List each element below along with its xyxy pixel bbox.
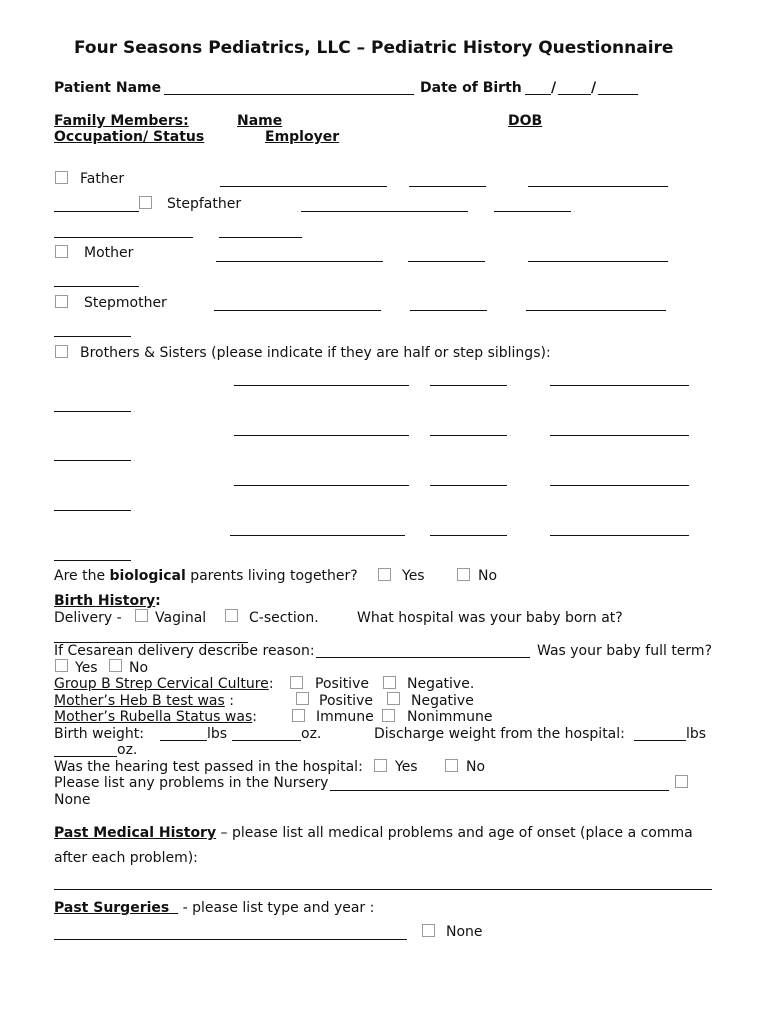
stepfather-name-input[interactable] xyxy=(301,195,468,212)
surgeries-none-checkbox[interactable] xyxy=(422,924,435,937)
gbs-positive-checkbox[interactable] xyxy=(290,676,303,689)
full-term-yes-label: Yes xyxy=(75,660,98,676)
past-surgeries-input[interactable] xyxy=(54,923,407,940)
mother-checkbox[interactable] xyxy=(55,245,68,258)
full-term-yes-checkbox[interactable] xyxy=(55,659,68,672)
dob-year-input[interactable] xyxy=(598,78,638,95)
cesarean-reason-input[interactable] xyxy=(316,641,530,658)
occupation-status-header: Occupation/ Status xyxy=(54,129,205,145)
sibling-dob-input[interactable] xyxy=(550,369,689,386)
dob-column-header: DOB xyxy=(508,113,543,129)
stepfather-label: Stepfather xyxy=(167,196,242,212)
stepfather-occupation-input[interactable] xyxy=(219,221,302,238)
patient-name-input[interactable] xyxy=(164,78,414,95)
stepmother-name-input[interactable] xyxy=(214,294,381,311)
hearing-yes-label: Yes xyxy=(395,759,418,775)
biological-yes-checkbox[interactable] xyxy=(378,568,391,581)
surgeries-none-label: None xyxy=(446,924,483,940)
stepmother-label: Stepmother xyxy=(84,295,167,311)
rubella-nonimmune-label: Nonimmune xyxy=(407,709,493,725)
mother-label: Mother xyxy=(84,245,134,261)
employer-column-header: Employer xyxy=(265,129,340,145)
sibling-employer-input[interactable] xyxy=(430,519,507,536)
vaginal-checkbox[interactable] xyxy=(135,609,148,622)
father-name-input[interactable] xyxy=(220,170,387,187)
dob-day-input[interactable] xyxy=(558,78,591,95)
siblings-checkbox[interactable] xyxy=(55,345,68,358)
biological-no-label: No xyxy=(478,568,498,584)
sibling-employer-input[interactable] xyxy=(430,419,507,436)
birth-weight-oz-unit: oz. xyxy=(301,726,322,742)
sibling-occupation-input[interactable] xyxy=(54,395,131,412)
vaginal-label: Vaginal xyxy=(155,610,207,626)
sibling-employer-input[interactable] xyxy=(430,369,507,386)
rubella-immune-checkbox[interactable] xyxy=(292,709,305,722)
rubella-immune-label: Immune xyxy=(316,709,374,725)
sibling-name-input[interactable] xyxy=(230,519,405,536)
sibling-dob-input[interactable] xyxy=(550,469,689,486)
hearing-no-checkbox[interactable] xyxy=(445,759,458,772)
sibling-name-input[interactable] xyxy=(234,419,409,436)
page-title: Four Seasons Pediatrics, LLC – Pediatric History Questionnaire xyxy=(74,38,674,58)
rubella-nonimmune-checkbox[interactable] xyxy=(382,709,395,722)
stepmother-checkbox[interactable] xyxy=(55,295,68,308)
dob-month-input[interactable] xyxy=(525,78,551,95)
biological-parents-question: Are the biological parents living together? xyxy=(54,568,358,584)
siblings-label: Brothers & Sisters (please indicate if they are half or step siblings): xyxy=(80,345,551,361)
full-term-no-checkbox[interactable] xyxy=(109,659,122,672)
gbs-negative-checkbox[interactable] xyxy=(383,676,396,689)
mother-employer-input[interactable] xyxy=(408,245,485,262)
birth-weight-oz-input[interactable] xyxy=(232,724,301,741)
delivery-label: Delivery - xyxy=(54,610,122,626)
biological-no-checkbox[interactable] xyxy=(457,568,470,581)
nursery-none-checkbox[interactable] xyxy=(675,775,688,788)
biological-yes-label: Yes xyxy=(402,568,425,584)
name-column-header: Name xyxy=(237,113,283,129)
stepmother-employer-input[interactable] xyxy=(410,294,487,311)
past-surgeries-text: Past Surgeries - please list type and year : xyxy=(54,900,375,916)
father-occupation-input[interactable] xyxy=(54,195,139,212)
group-b-strep-label: Group B Strep Cervical Culture: xyxy=(54,676,274,692)
hospital-question: What hospital was your baby born at? xyxy=(357,610,623,626)
birth-weight-label: Birth weight: xyxy=(54,726,144,742)
hep-b-negative-checkbox[interactable] xyxy=(387,692,400,705)
hep-b-negative-label: Negative xyxy=(411,693,474,709)
dob-separator: / xyxy=(591,80,597,96)
birth-weight-lbs-unit: lbs xyxy=(207,726,228,742)
date-of-birth-label: Date of Birth xyxy=(420,80,522,96)
full-term-no-label: No xyxy=(129,660,149,676)
father-checkbox[interactable] xyxy=(55,171,68,184)
discharge-weight-oz-input[interactable] xyxy=(54,740,117,757)
family-members-header: Family Members: xyxy=(54,113,189,129)
discharge-weight-lbs-input[interactable] xyxy=(634,724,686,741)
nursery-problems-input[interactable] xyxy=(330,774,669,791)
stepfather-employer-input[interactable] xyxy=(494,195,571,212)
mother-occupation-input[interactable] xyxy=(54,270,139,287)
rubella-status-label: Mother’s Rubella Status was: xyxy=(54,709,257,725)
sibling-name-input[interactable] xyxy=(234,369,409,386)
discharge-weight-oz-unit: oz. xyxy=(117,742,138,758)
gbs-positive-label: Positive xyxy=(315,676,369,692)
csection-checkbox[interactable] xyxy=(225,609,238,622)
gbs-negative-label: Negative. xyxy=(407,676,475,692)
patient-name-label: Patient Name xyxy=(54,80,162,96)
sibling-dob-input[interactable] xyxy=(550,519,689,536)
stepfather-checkbox[interactable] xyxy=(139,196,152,209)
discharge-weight-label: Discharge weight from the hospital: xyxy=(374,726,625,742)
sibling-employer-input[interactable] xyxy=(430,469,507,486)
mother-name-input[interactable] xyxy=(216,245,383,262)
past-medical-history-text: Past Medical History – please list all medical problems and age of onset (place a comma xyxy=(54,825,693,841)
stepfather-dob-input[interactable] xyxy=(54,221,193,238)
birth-weight-lbs-input[interactable] xyxy=(160,724,207,741)
father-employer-input[interactable] xyxy=(409,170,486,187)
csection-label: C-section. xyxy=(249,610,319,626)
hearing-yes-checkbox[interactable] xyxy=(374,759,387,772)
birth-history-heading: Birth History: xyxy=(54,593,161,609)
mother-dob-input[interactable] xyxy=(528,245,668,262)
hearing-test-question: Was the hearing test passed in the hospital: xyxy=(54,759,363,775)
nursery-problems-label: Please list any problems in the Nursery xyxy=(54,775,329,791)
full-term-question: Was your baby full term? xyxy=(537,643,712,659)
cesarean-reason-label: If Cesarean delivery describe reason: xyxy=(54,643,315,659)
dob-separator: / xyxy=(551,80,557,96)
stepmother-dob-input[interactable] xyxy=(526,294,666,311)
nursery-none-label: None xyxy=(54,792,91,808)
past-medical-history-input[interactable] xyxy=(54,873,712,890)
hospital-input[interactable] xyxy=(54,626,248,643)
sibling-occupation-input[interactable] xyxy=(54,494,131,511)
hearing-no-label: No xyxy=(466,759,486,775)
hep-b-positive-label: Positive xyxy=(319,693,373,709)
sibling-dob-input[interactable] xyxy=(550,419,689,436)
stepmother-occupation-input[interactable] xyxy=(54,320,131,337)
father-label: Father xyxy=(80,171,125,187)
sibling-occupation-input[interactable] xyxy=(54,444,131,461)
past-medical-history-text-line2: after each problem): xyxy=(54,850,198,866)
sibling-occupation-input[interactable] xyxy=(54,544,131,561)
father-dob-input[interactable] xyxy=(528,170,668,187)
sibling-name-input[interactable] xyxy=(234,469,409,486)
discharge-weight-lbs-unit: lbs xyxy=(686,726,707,742)
hep-b-positive-checkbox[interactable] xyxy=(296,692,309,705)
hep-b-test-label: Mother’s Heb B test was : xyxy=(54,693,234,709)
